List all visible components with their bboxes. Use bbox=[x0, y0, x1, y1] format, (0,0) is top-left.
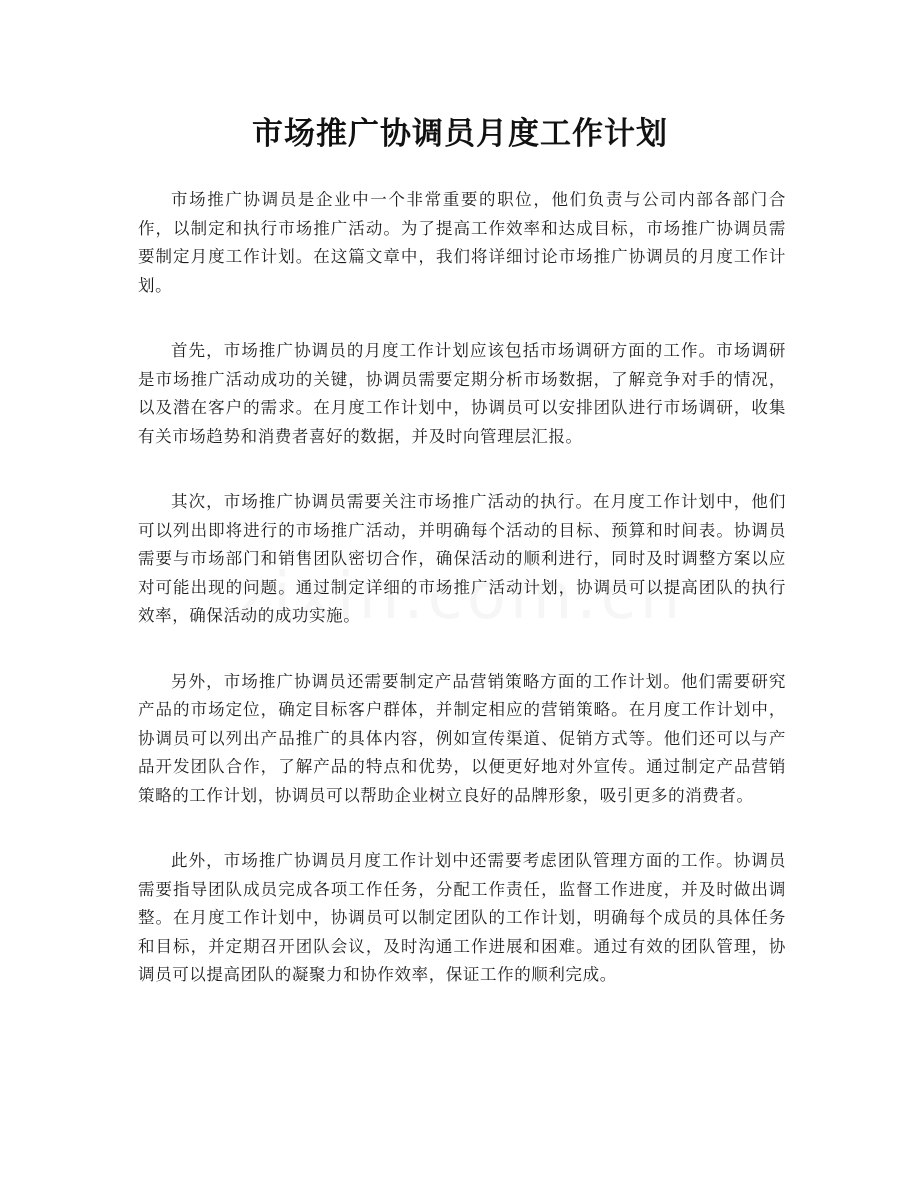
paragraph-5: 此外，市场推广协调员月度工作计划中还需要考虑团队管理方面的工作。协调员需要指导团队成员完成各项工作任务，分配工作责任，监督工作进度，并及时做出调整。在月度工作计划中，协调员可以制定团队的工作计划，明确每个成员的具体任务和目标，并定期召开团队会议，及时沟通工作进展和困难。通过有效的团队管理，协调员可以提高团队的凝聚力和协作效率，保证工作的顺利完成。 bbox=[138, 851, 786, 984]
paragraph-2: 首先，市场推广协调员的月度工作计划应该包括市场调研方面的工作。市场调研是市场推广活动成功的关键，协调员需要定期分析市场数据，了解竞争对手的情况，以及潜在客户的需求。在月度工作计划中，协调员可以安排团队进行市场调研，收集有关市场趋势和消费者喜好的数据，并及时向管理层汇报。 bbox=[138, 341, 786, 446]
document-title: 市场推广协调员月度工作计划 bbox=[252, 116, 668, 152]
document-body bbox=[138, 186, 786, 1027]
paragraph-1: 市场推广协调员是企业中一个非常重要的职位，他们负责与公司内部各部门合作，以制定和执行市场推广活动。为了提高工作效率和达成目标，市场推广协调员需要制定月度工作计划。在这篇文章中，我们将详细讨论市场推广协调员的月度工作计划。 bbox=[138, 190, 786, 295]
paragraph-4: 另外，市场推广协调员还需要制定产品营销策略方面的工作计划。他们需要研究产品的市场定位，确定目标客户群体，并制定相应的营销策略。在月度工作计划中，协调员可以列出产品推广的具体内容，例如宣传渠道、促销方式等。他们还可以与产品开发团队合作，了解产品的特点和优势，以便更好地对外宣传。通过制定产品营销策略的工作计划，协调员可以帮助企业树立良好的品牌形象，吸引更多的消费者。 bbox=[138, 671, 786, 805]
paragraph-3: 其次，市场推广协调员需要关注市场推广活动的执行。在月度工作计划中，他们可以列出即将进行的市场推广活动，并明确每个活动的目标、预算和时间表。协调员需要与市场部门和销售团队密切合作，确保活动的顺利进行，同时及时调整方案以应对可能出现的问题。通过制定详细的市场推广活动计划，协调员可以提高团队的执行效率，确保活动的成功实施。 bbox=[138, 492, 786, 625]
